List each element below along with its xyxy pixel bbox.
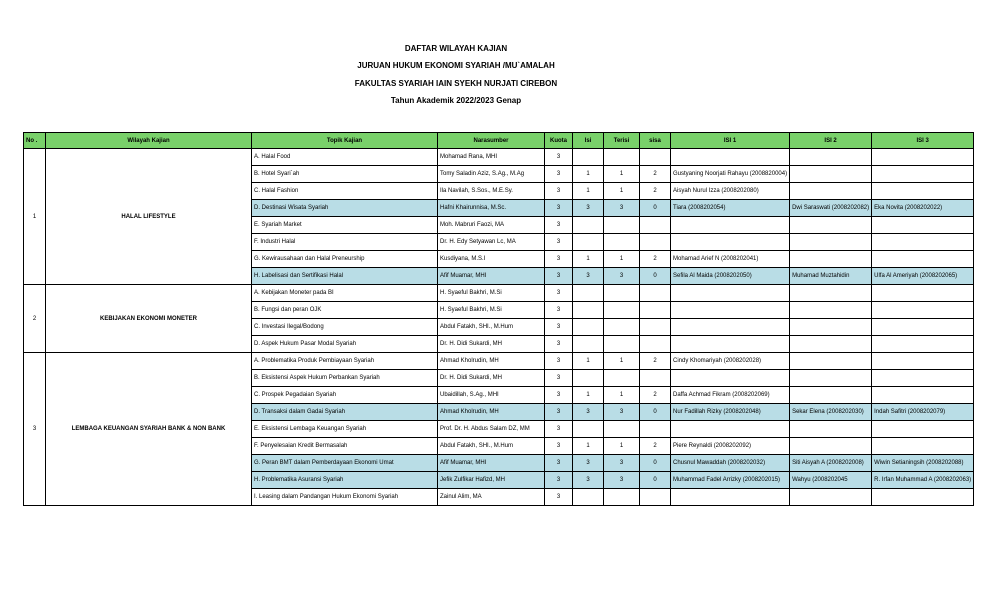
narasumber-cell: Afif Muamar, MHI [438, 455, 545, 472]
topik-cell: F. Penyelesaian Kredit Bermasalah [252, 438, 438, 455]
isi-cell: 1 [573, 166, 604, 183]
isi-cell [573, 285, 604, 302]
isi-cell [573, 370, 604, 387]
narasumber-cell: Ahmad Kholrudin, MH [438, 404, 545, 421]
kuota-cell: 3 [545, 166, 573, 183]
narasumber-cell: H. Syaeful Bakhri, M.Si [438, 285, 545, 302]
table-body [24, 149, 974, 506]
kuota-cell: 3 [545, 217, 573, 234]
isi-cell [573, 421, 604, 438]
kuota-cell: 3 [545, 387, 573, 404]
sisa-cell [640, 489, 671, 506]
isi3-cell [872, 387, 974, 404]
title-line-1: DAFTAR WILAYAH KAJIAN [404, 44, 508, 53]
isi1-cell: Nur Fadillah Rizky (2008202048) [671, 404, 790, 421]
narasumber-cell: Kusdiyana, M.S.I [438, 251, 545, 268]
isi3-cell [872, 370, 974, 387]
isi3-cell [872, 217, 974, 234]
isi3-cell [872, 234, 974, 251]
isi1-cell [671, 489, 790, 506]
topik-cell: E. Eksistensi Lembaga Keuangan Syariah [252, 421, 438, 438]
terisi-cell [604, 149, 640, 166]
isi1-cell: Cindy Khomariyah (2008202028) [671, 353, 790, 370]
kuota-cell: 3 [545, 404, 573, 421]
group-number: 3 [24, 353, 46, 506]
isi2-cell [790, 353, 872, 370]
isi-cell [573, 217, 604, 234]
isi2-cell [790, 302, 872, 319]
isi-cell [573, 302, 604, 319]
narasumber-cell: H. Syaeful Bakhri, M.Si [438, 302, 545, 319]
terisi-cell [604, 234, 640, 251]
isi2-cell [790, 149, 872, 166]
terisi-cell [604, 285, 640, 302]
narasumber-cell: Ila Navilah, S.Sos., M.E.Sy. [438, 183, 545, 200]
header-isi3: ISI 3 [872, 133, 974, 149]
topik-cell: B. Eksistensi Aspek Hukum Perbankan Syariah [252, 370, 438, 387]
kuota-cell: 3 [545, 472, 573, 489]
topik-cell: I. Leasing dalam Pandangan Hukum Ekonomi Syariah [252, 489, 438, 506]
header-narasumber: Narasumber [438, 133, 545, 149]
narasumber-cell: Abdul Fatakh, SHI., M.Hum [438, 438, 545, 455]
topik-cell: C. Investasi Ilegal/Bodong [252, 319, 438, 336]
sisa-cell: 0 [640, 200, 671, 217]
header-row [24, 133, 974, 149]
isi2-cell: Wahyu (2008202045 [790, 472, 872, 489]
topik-cell: D. Destinasi Wisata Syariah [252, 200, 438, 217]
isi2-cell: Sekar Elena (2008202030) [790, 404, 872, 421]
topik-cell: G. Peran BMT dalam Pemberdayaan Ekonomi Umat [252, 455, 438, 472]
terisi-cell [604, 489, 640, 506]
sisa-cell [640, 302, 671, 319]
sisa-cell: 0 [640, 268, 671, 285]
isi2-cell [790, 183, 872, 200]
isi3-cell [872, 183, 974, 200]
sisa-cell: 0 [640, 472, 671, 489]
terisi-cell [604, 370, 640, 387]
group-wilayah: HALAL LIFESTYLE [46, 149, 252, 285]
isi2-cell [790, 489, 872, 506]
isi2-cell [790, 234, 872, 251]
terisi-cell: 3 [604, 268, 640, 285]
isi2-cell [790, 251, 872, 268]
header-wilayah: Wilayah Kajian [46, 133, 252, 149]
narasumber-cell: Dr. H. Didi Sukardi, MH [438, 336, 545, 353]
isi2-cell [790, 336, 872, 353]
narasumber-cell: Afif Muamar, MHI [438, 268, 545, 285]
topik-cell: B. Fungsi dan peran OJK [252, 302, 438, 319]
sisa-cell [640, 234, 671, 251]
isi1-cell: Aisyah Nurul Izza (2008202080) [671, 183, 790, 200]
isi3-cell [872, 285, 974, 302]
isi1-cell: Daffa Achmad Fikram (2008202069) [671, 387, 790, 404]
terisi-cell [604, 217, 640, 234]
isi-cell [573, 489, 604, 506]
isi2-cell [790, 217, 872, 234]
title-line-2: JURUAN HUKUM EKONOMI SYARIAH /MU`AMALAH [357, 61, 555, 71]
isi2-cell: Dwi Saraswati (2008202082) [790, 200, 872, 217]
terisi-cell: 1 [604, 251, 640, 268]
topik-cell: D. Aspek Hukum Pasar Modal Syariah [252, 336, 438, 353]
topik-cell: A. Kebijakan Moneter pada BI [252, 285, 438, 302]
header-kuota: Kuota [545, 133, 573, 149]
isi2-cell: Siti Aisyah A (2008202008) [790, 455, 872, 472]
isi2-cell [790, 438, 872, 455]
isi-cell: 1 [573, 183, 604, 200]
isi3-cell [872, 251, 974, 268]
isi1-cell [671, 370, 790, 387]
terisi-cell: 3 [604, 455, 640, 472]
sisa-cell: 0 [640, 404, 671, 421]
title-line-3: FAKULTAS SYARIAH IAIN SYEKH NURJATI CIREBON [354, 78, 558, 88]
isi1-cell [671, 217, 790, 234]
group-wilayah: KEBIJAKAN EKONOMI MONETER [46, 285, 252, 353]
kuota-cell: 3 [545, 438, 573, 455]
kuota-cell: 3 [545, 336, 573, 353]
title-line-4: Tahun Akademik 2022/2023 Genap [390, 96, 522, 106]
narasumber-cell: Zainul Alim, MA [438, 489, 545, 506]
isi2-cell: Muhamad Muztahidin [790, 268, 872, 285]
isi3-cell [872, 319, 974, 336]
isi-cell: 1 [573, 438, 604, 455]
narasumber-cell: Ubaidillah, S.Ag., MHI [438, 387, 545, 404]
header-isi1: ISI 1 [671, 133, 790, 149]
header-topik: Topik Kajian [252, 133, 438, 149]
isi2-cell [790, 285, 872, 302]
narasumber-cell: Abdul Fatakh, SHI., M.Hum [438, 319, 545, 336]
table-row [24, 285, 974, 302]
isi-cell [573, 319, 604, 336]
kuota-cell: 3 [545, 234, 573, 251]
isi3-cell: Indah Safitri (2008202079) [872, 404, 974, 421]
isi3-cell: R. Irfan Muhammad A (2008202063) [872, 472, 974, 489]
terisi-cell: 1 [604, 183, 640, 200]
sisa-cell [640, 149, 671, 166]
isi3-cell [872, 489, 974, 506]
isi3-cell: Wiwin Setianingsih (2008202088) [872, 455, 974, 472]
isi1-cell [671, 285, 790, 302]
terisi-cell: 1 [604, 438, 640, 455]
isi1-cell: Tiara (2008202054) [671, 200, 790, 217]
group-wilayah: LEMBAGA KEUANGAN SYARIAH BANK & NON BANK [46, 353, 252, 506]
topik-cell: C. Halal Fashion [252, 183, 438, 200]
kuota-cell: 3 [545, 285, 573, 302]
isi-cell: 3 [573, 404, 604, 421]
isi-cell [573, 234, 604, 251]
narasumber-cell: Ahmad Kholrudin, MH [438, 353, 545, 370]
kuota-cell: 3 [545, 319, 573, 336]
sisa-cell [640, 319, 671, 336]
topik-cell: C. Prospek Pegadaian Syariah [252, 387, 438, 404]
isi1-cell: Muhammad Fadel Arrizky (2008202015) [671, 472, 790, 489]
isi1-cell: Mohamad Arief N (2008202041) [671, 251, 790, 268]
narasumber-cell: Tomy Saladin Aziz, S.Ag., M.Ag [438, 166, 545, 183]
sisa-cell: 2 [640, 353, 671, 370]
isi-cell [573, 336, 604, 353]
wilayah-kajian-table [23, 132, 974, 506]
sisa-cell: 2 [640, 438, 671, 455]
topik-cell: A. Problematika Produk Pembiayaan Syariah [252, 353, 438, 370]
narasumber-cell: Jefik Zulfikar Hafizd, MH [438, 472, 545, 489]
isi2-cell [790, 387, 872, 404]
isi-cell: 3 [573, 200, 604, 217]
group-number: 2 [24, 285, 46, 353]
topik-cell: D. Transaksi dalam Gadai Syariah [252, 404, 438, 421]
isi3-cell [872, 166, 974, 183]
isi1-cell: Chusnul Mawaddah (2008202032) [671, 455, 790, 472]
isi3-cell: Eka Novita (2008202022) [872, 200, 974, 217]
sisa-cell: 2 [640, 251, 671, 268]
topik-cell: H. Problematika Asuransi Syariah [252, 472, 438, 489]
terisi-cell: 3 [604, 472, 640, 489]
isi3-cell [872, 421, 974, 438]
isi-cell: 3 [573, 455, 604, 472]
isi2-cell [790, 319, 872, 336]
kuota-cell: 3 [545, 251, 573, 268]
topik-cell: H. Labelisasi dan Sertifikasi Halal [252, 268, 438, 285]
sisa-cell: 2 [640, 166, 671, 183]
sisa-cell: 2 [640, 183, 671, 200]
header-no: No . [24, 133, 46, 149]
kuota-cell: 3 [545, 421, 573, 438]
header-terisi: Terisi [604, 133, 640, 149]
isi-cell [573, 149, 604, 166]
narasumber-cell: Prof. Dr. H. Abdus Salam DZ, MM [438, 421, 545, 438]
isi3-cell [872, 149, 974, 166]
kuota-cell: 3 [545, 268, 573, 285]
terisi-cell [604, 319, 640, 336]
isi2-cell [790, 421, 872, 438]
isi3-cell [872, 353, 974, 370]
isi-cell: 3 [573, 472, 604, 489]
topik-cell: E. Syariah Market [252, 217, 438, 234]
document-titles [0, 40, 912, 110]
group-number: 1 [24, 149, 46, 285]
isi1-cell [671, 336, 790, 353]
kuota-cell: 3 [545, 370, 573, 387]
table-row [24, 353, 974, 370]
terisi-cell: 3 [604, 404, 640, 421]
narasumber-cell: Mohamad Rana, MHI [438, 149, 545, 166]
isi1-cell [671, 149, 790, 166]
isi3-cell: Ulfa Al Ameriyah (2008202065) [872, 268, 974, 285]
isi-cell: 1 [573, 251, 604, 268]
sisa-cell [640, 336, 671, 353]
isi1-cell: Piere Reynaldi (2008202092) [671, 438, 790, 455]
isi1-cell [671, 319, 790, 336]
isi3-cell [872, 336, 974, 353]
topik-cell: B. Hotel Syari`ah [252, 166, 438, 183]
narasumber-cell: Dr. H. Didi Sukardi, MH [438, 370, 545, 387]
sisa-cell [640, 217, 671, 234]
kuota-cell: 3 [545, 200, 573, 217]
isi1-cell: Gustyaning Noorjati Rahayu (2008820004) [671, 166, 790, 183]
sisa-cell [640, 421, 671, 438]
kuota-cell: 3 [545, 353, 573, 370]
isi2-cell [790, 370, 872, 387]
sisa-cell: 2 [640, 387, 671, 404]
isi1-cell [671, 302, 790, 319]
kuota-cell: 3 [545, 183, 573, 200]
isi1-cell: Sefila Al Maida (2008202050) [671, 268, 790, 285]
isi3-cell [872, 302, 974, 319]
kuota-cell: 3 [545, 489, 573, 506]
topik-cell: G. Kewirausahaan dan Halal Preneurship [252, 251, 438, 268]
header-isi2: ISI 2 [790, 133, 872, 149]
isi2-cell [790, 166, 872, 183]
narasumber-cell: Dr. H. Edy Setyawan Lc, MA [438, 234, 545, 251]
header-isi: Isi [573, 133, 604, 149]
sisa-cell: 0 [640, 455, 671, 472]
terisi-cell: 1 [604, 353, 640, 370]
kuota-cell: 3 [545, 149, 573, 166]
isi-cell: 3 [573, 268, 604, 285]
terisi-cell: 1 [604, 387, 640, 404]
terisi-cell: 1 [604, 166, 640, 183]
narasumber-cell: Moh. Mabruri Faozi, MA [438, 217, 545, 234]
isi1-cell [671, 421, 790, 438]
isi1-cell [671, 234, 790, 251]
terisi-cell [604, 421, 640, 438]
table-row [24, 149, 974, 166]
kuota-cell: 3 [545, 455, 573, 472]
isi-cell: 1 [573, 387, 604, 404]
isi-cell: 1 [573, 353, 604, 370]
terisi-cell: 3 [604, 200, 640, 217]
terisi-cell [604, 302, 640, 319]
topik-cell: A. Halal Food [252, 149, 438, 166]
kuota-cell: 3 [545, 302, 573, 319]
sisa-cell [640, 370, 671, 387]
narasumber-cell: Hafni Khairunnisa, M.Sc. [438, 200, 545, 217]
terisi-cell [604, 336, 640, 353]
topik-cell: F. Industri Halal [252, 234, 438, 251]
header-sisa: sisa [640, 133, 671, 149]
isi3-cell [872, 438, 974, 455]
sisa-cell [640, 285, 671, 302]
